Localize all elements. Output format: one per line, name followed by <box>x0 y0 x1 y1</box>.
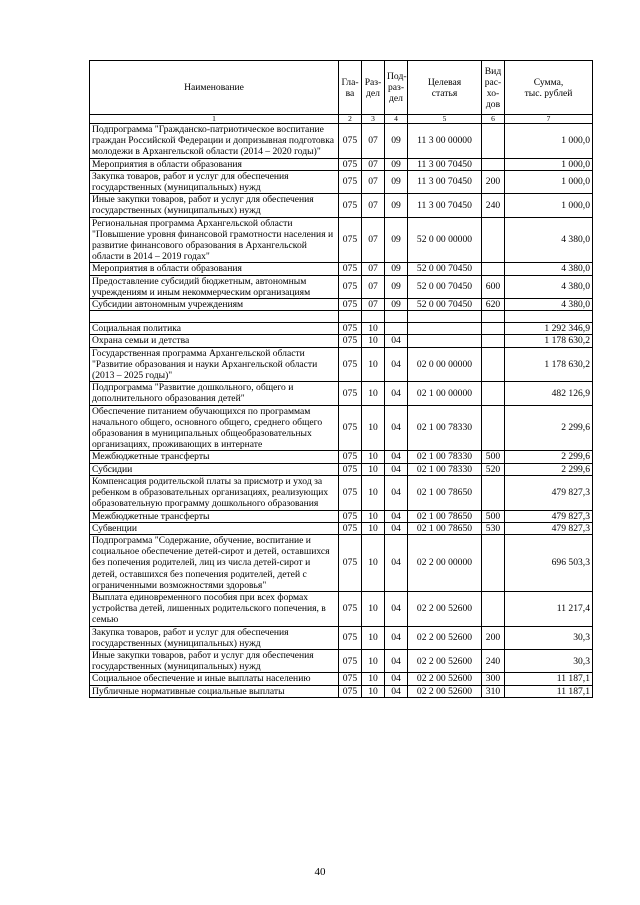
table-body <box>90 124 593 698</box>
cell-podrazdel: 04 <box>385 335 408 347</box>
column-number: 2 <box>339 115 362 124</box>
cell-statya: 11 3 00 70450 <box>408 194 482 217</box>
cell-statya: 52 0 00 70450 <box>408 275 482 298</box>
table-row <box>90 451 593 463</box>
cell-summa: 11 187,1 <box>505 673 593 685</box>
cell-summa: 1 000,0 <box>505 158 593 170</box>
cell-glava: 075 <box>339 263 362 275</box>
cell-glava: 075 <box>339 194 362 217</box>
cell-vid <box>482 475 505 510</box>
cell-statya: 02 1 00 78330 <box>408 463 482 475</box>
cell-summa: 1 000,0 <box>505 170 593 193</box>
table-row <box>90 347 593 382</box>
page-number: 40 <box>314 866 326 878</box>
cell-vid <box>482 335 505 347</box>
cell-name: Мероприятия в области образования <box>90 263 339 275</box>
cell-razdel: 10 <box>362 463 385 475</box>
cell-razdel: 07 <box>362 124 385 159</box>
cell-glava: 075 <box>339 382 362 405</box>
table-header-row <box>90 61 593 115</box>
cell-podrazdel: 04 <box>385 451 408 463</box>
cell-statya: 02 2 00 52600 <box>408 591 482 626</box>
table-row <box>90 158 593 170</box>
cell-statya: 02 1 00 78650 <box>408 510 482 522</box>
cell-vid: 620 <box>482 299 505 311</box>
table-row <box>90 510 593 522</box>
cell-razdel: 07 <box>362 263 385 275</box>
budget-table <box>89 60 593 698</box>
column-number: 4 <box>385 115 408 124</box>
cell-podrazdel: 09 <box>385 170 408 193</box>
cell-name: Иные закупки товаров, работ и услуг для обеспечения государственных (муниципальных) нужд <box>90 194 339 217</box>
cell-razdel: 10 <box>362 649 385 672</box>
column-number: 6 <box>482 115 505 124</box>
cell-vid <box>482 405 505 451</box>
cell-summa: 2 299,6 <box>505 463 593 475</box>
cell-name: Субсидии автономным учреждениям <box>90 299 339 311</box>
cell-name: Выплата единовременного пособия при всех формах устройства детей, лишенных родительского попечения, в семью <box>90 591 339 626</box>
cell-podrazdel: 04 <box>385 534 408 591</box>
cell-summa: 1 178 630,2 <box>505 347 593 382</box>
cell-statya: 52 0 00 70450 <box>408 299 482 311</box>
cell-statya: 02 1 00 78330 <box>408 405 482 451</box>
cell-statya: 02 1 00 00000 <box>408 382 482 405</box>
cell-summa: 11 187,1 <box>505 685 593 697</box>
cell-razdel: 10 <box>362 475 385 510</box>
cell-razdel <box>362 311 385 323</box>
table-row <box>90 299 593 311</box>
cell-name: Предоставление субсидий бюджетным, автономным учреждениям и иным некоммерческим организациям <box>90 275 339 298</box>
cell-glava: 075 <box>339 217 362 263</box>
cell-summa: 696 503,3 <box>505 534 593 591</box>
cell-podrazdel: 09 <box>385 263 408 275</box>
cell-vid <box>482 323 505 335</box>
cell-name <box>90 311 339 323</box>
cell-glava <box>339 311 362 323</box>
cell-podrazdel: 09 <box>385 124 408 159</box>
cell-summa <box>505 311 593 323</box>
header-podrazdel: Под- раз- дел <box>385 61 408 115</box>
column-number-row <box>90 115 593 124</box>
cell-glava: 075 <box>339 534 362 591</box>
cell-podrazdel: 04 <box>385 626 408 649</box>
cell-vid <box>482 311 505 323</box>
table-row <box>90 311 593 323</box>
table-row <box>90 194 593 217</box>
cell-razdel: 10 <box>362 673 385 685</box>
cell-glava: 075 <box>339 347 362 382</box>
cell-podrazdel: 04 <box>385 649 408 672</box>
cell-razdel: 10 <box>362 405 385 451</box>
cell-statya: 52 0 00 00000 <box>408 217 482 263</box>
column-number: 3 <box>362 115 385 124</box>
cell-vid <box>482 217 505 263</box>
cell-razdel: 07 <box>362 158 385 170</box>
cell-summa: 2 299,6 <box>505 405 593 451</box>
cell-statya <box>408 323 482 335</box>
cell-razdel: 10 <box>362 382 385 405</box>
cell-glava: 075 <box>339 510 362 522</box>
cell-vid: 530 <box>482 522 505 534</box>
cell-razdel: 07 <box>362 299 385 311</box>
cell-vid: 500 <box>482 510 505 522</box>
cell-vid <box>482 347 505 382</box>
cell-name: Подпрограмма "Содержание, обучение, воспитание и социальное обеспечение детей-сирот и детей, оставшихся без попечения родителей, лиц из числа детей-сирот и детей, оставшихся без попечения родителей, детей с ограниченными возможностями здоровья" <box>90 534 339 591</box>
cell-name: Публичные нормативные социальные выплаты <box>90 685 339 697</box>
cell-razdel: 10 <box>362 323 385 335</box>
cell-name: Иные закупки товаров, работ и услуг для обеспечения государственных (муниципальных) нужд <box>90 649 339 672</box>
cell-podrazdel: 04 <box>385 685 408 697</box>
table-row <box>90 522 593 534</box>
cell-podrazdel: 04 <box>385 347 408 382</box>
cell-glava: 075 <box>339 475 362 510</box>
cell-podrazdel: 09 <box>385 217 408 263</box>
cell-podrazdel: 04 <box>385 673 408 685</box>
cell-glava: 075 <box>339 685 362 697</box>
cell-podrazdel: 04 <box>385 522 408 534</box>
cell-name: Мероприятия в области образования <box>90 158 339 170</box>
cell-vid: 240 <box>482 194 505 217</box>
cell-podrazdel: 04 <box>385 510 408 522</box>
table-row <box>90 475 593 510</box>
cell-vid: 200 <box>482 170 505 193</box>
column-number: 5 <box>408 115 482 124</box>
cell-name: Закупка товаров, работ и услуг для обеспечения государственных (муниципальных) нужд <box>90 170 339 193</box>
cell-podrazdel <box>385 323 408 335</box>
cell-vid: 600 <box>482 275 505 298</box>
cell-glava: 075 <box>339 124 362 159</box>
table-row <box>90 591 593 626</box>
cell-podrazdel: 04 <box>385 591 408 626</box>
table-row <box>90 673 593 685</box>
cell-podrazdel: 04 <box>385 405 408 451</box>
cell-glava: 075 <box>339 299 362 311</box>
cell-glava: 075 <box>339 170 362 193</box>
cell-name: Субвенции <box>90 522 339 534</box>
cell-glava: 075 <box>339 626 362 649</box>
cell-glava: 075 <box>339 405 362 451</box>
cell-glava: 075 <box>339 463 362 475</box>
cell-name: Обеспечение питанием обучающихся по программам начального общего, основного общего, среднего общего образования в муниципальных общеобразовательных организациях, проживающих в интернате <box>90 405 339 451</box>
cell-glava: 075 <box>339 649 362 672</box>
table-row <box>90 463 593 475</box>
cell-name: Подпрограмма "Гражданско-патриотическое воспитание граждан Российской Федерации и допризывная подготовка молодежи в Архангельской области (2014 – 2020 годы)" <box>90 124 339 159</box>
cell-statya: 02 1 00 78330 <box>408 451 482 463</box>
table-row <box>90 626 593 649</box>
cell-name: Социальное обеспечение и иные выплаты населению <box>90 673 339 685</box>
cell-vid: 300 <box>482 673 505 685</box>
cell-name: Межбюджетные трансферты <box>90 510 339 522</box>
cell-summa: 11 217,4 <box>505 591 593 626</box>
cell-podrazdel: 09 <box>385 299 408 311</box>
table-row <box>90 263 593 275</box>
cell-summa: 4 380,0 <box>505 275 593 298</box>
cell-glava: 075 <box>339 673 362 685</box>
cell-podrazdel: 09 <box>385 158 408 170</box>
cell-razdel: 07 <box>362 275 385 298</box>
cell-name: Региональная программа Архангельской области "Повышение уровня финансовой грамотности населения и развитие финансового образования в Архангельской области в 2014 – 2019 годах" <box>90 217 339 263</box>
table-row <box>90 217 593 263</box>
cell-razdel: 10 <box>362 347 385 382</box>
header-glava: Гла- ва <box>339 61 362 115</box>
cell-vid <box>482 591 505 626</box>
cell-statya: 02 2 00 52600 <box>408 685 482 697</box>
header-statya: Целевая статья <box>408 61 482 115</box>
cell-summa: 479 827,3 <box>505 475 593 510</box>
table-row <box>90 649 593 672</box>
cell-razdel: 07 <box>362 217 385 263</box>
cell-statya <box>408 311 482 323</box>
header-summa: Сумма, тыс. рублей <box>505 61 593 115</box>
cell-podrazdel: 04 <box>385 382 408 405</box>
table-row <box>90 275 593 298</box>
cell-summa: 30,3 <box>505 626 593 649</box>
cell-vid <box>482 158 505 170</box>
cell-vid <box>482 124 505 159</box>
cell-summa: 4 380,0 <box>505 263 593 275</box>
cell-razdel: 10 <box>362 591 385 626</box>
cell-name: Социальная политика <box>90 323 339 335</box>
cell-glava: 075 <box>339 522 362 534</box>
cell-podrazdel: 09 <box>385 275 408 298</box>
cell-name: Субсидии <box>90 463 339 475</box>
cell-name: Подпрограмма "Развитие дошкольного, общего и дополнительного образования детей" <box>90 382 339 405</box>
table-row <box>90 323 593 335</box>
cell-glava: 075 <box>339 591 362 626</box>
cell-statya: 02 0 00 00000 <box>408 347 482 382</box>
cell-statya: 11 3 00 70450 <box>408 170 482 193</box>
cell-glava: 075 <box>339 451 362 463</box>
cell-statya: 02 2 00 52600 <box>408 626 482 649</box>
column-number: 1 <box>90 115 339 124</box>
table-row <box>90 405 593 451</box>
column-number: 7 <box>505 115 593 124</box>
cell-name: Закупка товаров, работ и услуг для обеспечения государственных (муниципальных) нужд <box>90 626 339 649</box>
table-row <box>90 685 593 697</box>
cell-statya: 02 1 00 78650 <box>408 522 482 534</box>
cell-podrazdel: 04 <box>385 463 408 475</box>
table-row <box>90 170 593 193</box>
cell-razdel: 10 <box>362 451 385 463</box>
cell-glava: 075 <box>339 335 362 347</box>
cell-summa: 1 178 630,2 <box>505 335 593 347</box>
cell-name: Межбюджетные трансферты <box>90 451 339 463</box>
cell-statya: 52 0 00 70450 <box>408 263 482 275</box>
cell-summa: 1 000,0 <box>505 194 593 217</box>
table-row <box>90 124 593 159</box>
cell-razdel: 10 <box>362 510 385 522</box>
cell-statya: 02 1 00 78650 <box>408 475 482 510</box>
cell-glava: 075 <box>339 275 362 298</box>
header-name: Наименование <box>90 61 339 115</box>
cell-vid <box>482 382 505 405</box>
cell-summa: 30,3 <box>505 649 593 672</box>
cell-vid <box>482 263 505 275</box>
cell-name: Государственная программа Архангельской области "Развитие образования и науки Архангельской области (2013 – 2025 годы)" <box>90 347 339 382</box>
cell-summa: 2 299,6 <box>505 451 593 463</box>
cell-vid: 200 <box>482 626 505 649</box>
header-razdel: Раз- дел <box>362 61 385 115</box>
cell-summa: 1 292 346,9 <box>505 323 593 335</box>
table-row <box>90 382 593 405</box>
cell-summa: 4 380,0 <box>505 217 593 263</box>
cell-razdel: 10 <box>362 685 385 697</box>
header-vid: Вид рас- хо- дов <box>482 61 505 115</box>
cell-summa: 479 827,3 <box>505 510 593 522</box>
cell-statya: 02 2 00 52600 <box>408 673 482 685</box>
cell-summa: 479 827,3 <box>505 522 593 534</box>
cell-summa: 1 000,0 <box>505 124 593 159</box>
cell-vid: 520 <box>482 463 505 475</box>
cell-razdel: 10 <box>362 534 385 591</box>
cell-statya: 11 3 00 00000 <box>408 124 482 159</box>
cell-razdel: 10 <box>362 626 385 649</box>
cell-statya: 11 3 00 70450 <box>408 158 482 170</box>
cell-statya: 02 2 00 00000 <box>408 534 482 591</box>
cell-summa: 482 126,9 <box>505 382 593 405</box>
cell-summa: 4 380,0 <box>505 299 593 311</box>
cell-name: Компенсация родительской платы за присмотр и уход за ребенком в образовательных организациях, реализующих образовательную программу дошкольного образования <box>90 475 339 510</box>
cell-podrazdel: 09 <box>385 194 408 217</box>
table-row <box>90 335 593 347</box>
cell-vid <box>482 534 505 591</box>
cell-glava: 075 <box>339 323 362 335</box>
cell-glava: 075 <box>339 158 362 170</box>
cell-statya <box>408 335 482 347</box>
cell-razdel: 07 <box>362 170 385 193</box>
cell-name: Охрана семьи и детства <box>90 335 339 347</box>
cell-vid: 240 <box>482 649 505 672</box>
table-row <box>90 534 593 591</box>
cell-razdel: 07 <box>362 194 385 217</box>
cell-podrazdel: 04 <box>385 475 408 510</box>
cell-vid: 310 <box>482 685 505 697</box>
cell-razdel: 10 <box>362 522 385 534</box>
cell-vid: 500 <box>482 451 505 463</box>
cell-podrazdel <box>385 311 408 323</box>
cell-statya: 02 2 00 52600 <box>408 649 482 672</box>
cell-razdel: 10 <box>362 335 385 347</box>
